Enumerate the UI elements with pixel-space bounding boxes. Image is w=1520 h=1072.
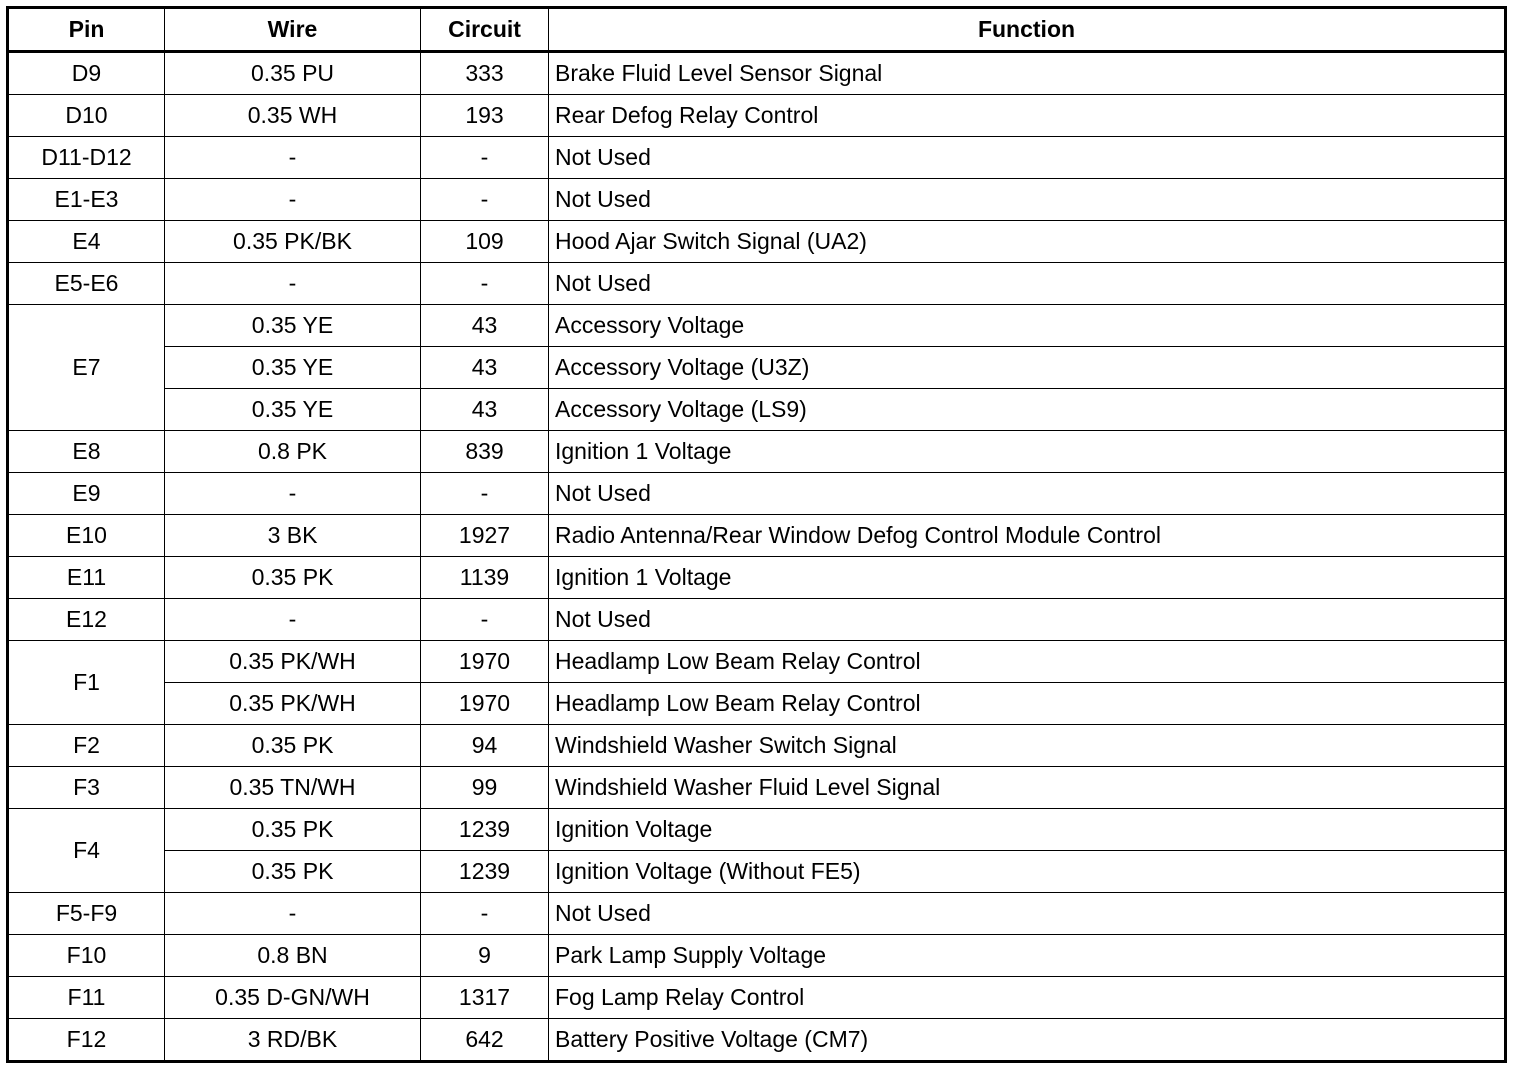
function-cell: Ignition 1 Voltage (549, 557, 1506, 599)
wire-cell: 0.8 BN (165, 935, 421, 977)
circuit-cell: 43 (421, 389, 549, 431)
table-row (8, 683, 1506, 725)
wire-cell: 3 RD/BK (165, 1019, 421, 1062)
pin-cell: E11 (8, 557, 165, 599)
table-row (8, 767, 1506, 809)
function-cell: Ignition Voltage (549, 809, 1506, 851)
header-wire: Wire (165, 8, 421, 52)
pin-cell: E4 (8, 221, 165, 263)
pin-cell: E9 (8, 473, 165, 515)
function-cell: Windshield Washer Switch Signal (549, 725, 1506, 767)
header-circuit: Circuit (421, 8, 549, 52)
table-row (8, 725, 1506, 767)
function-cell: Brake Fluid Level Sensor Signal (549, 52, 1506, 95)
header-pin: Pin (8, 8, 165, 52)
wire-cell: - (165, 179, 421, 221)
table-row (8, 599, 1506, 641)
pin-cell: F10 (8, 935, 165, 977)
circuit-cell: 193 (421, 95, 549, 137)
pin-cell: E12 (8, 599, 165, 641)
circuit-cell: 1239 (421, 851, 549, 893)
table-row (8, 473, 1506, 515)
wire-cell: - (165, 473, 421, 515)
table-row (8, 977, 1506, 1019)
table-row (8, 95, 1506, 137)
function-cell: Park Lamp Supply Voltage (549, 935, 1506, 977)
pin-cell: F11 (8, 977, 165, 1019)
function-cell: Hood Ajar Switch Signal (UA2) (549, 221, 1506, 263)
function-cell: Windshield Washer Fluid Level Signal (549, 767, 1506, 809)
function-cell: Not Used (549, 473, 1506, 515)
pin-cell: F12 (8, 1019, 165, 1062)
function-cell: Not Used (549, 263, 1506, 305)
function-cell: Accessory Voltage (U3Z) (549, 347, 1506, 389)
table-row (8, 52, 1506, 95)
wire-cell: 0.35 PK (165, 809, 421, 851)
pin-cell: E5-E6 (8, 263, 165, 305)
table-row (8, 935, 1506, 977)
function-cell: Headlamp Low Beam Relay Control (549, 683, 1506, 725)
table-row (8, 893, 1506, 935)
circuit-cell: 1970 (421, 641, 549, 683)
table-row (8, 221, 1506, 263)
wire-cell: - (165, 263, 421, 305)
wire-cell: 0.35 PK/WH (165, 641, 421, 683)
circuit-cell: 1239 (421, 809, 549, 851)
circuit-cell: - (421, 179, 549, 221)
wire-cell: 0.8 PK (165, 431, 421, 473)
table-row (8, 305, 1506, 347)
circuit-cell: 43 (421, 305, 549, 347)
pin-cell: F1 (8, 641, 165, 725)
circuit-cell: 333 (421, 52, 549, 95)
wire-cell: 0.35 PK (165, 725, 421, 767)
function-cell: Not Used (549, 599, 1506, 641)
pin-cell: D9 (8, 52, 165, 95)
circuit-cell: 109 (421, 221, 549, 263)
wire-cell: 0.35 D-GN/WH (165, 977, 421, 1019)
wire-cell: 0.35 PU (165, 52, 421, 95)
circuit-cell: 99 (421, 767, 549, 809)
function-cell: Not Used (549, 893, 1506, 935)
table-row (8, 1019, 1506, 1062)
circuit-cell: - (421, 893, 549, 935)
pin-cell: E10 (8, 515, 165, 557)
table-row (8, 851, 1506, 893)
table-row (8, 431, 1506, 473)
pin-cell: E8 (8, 431, 165, 473)
table-row (8, 179, 1506, 221)
wire-cell: 0.35 YE (165, 389, 421, 431)
circuit-cell: 1139 (421, 557, 549, 599)
table-body (8, 52, 1506, 1062)
table-row (8, 389, 1506, 431)
pin-cell: F3 (8, 767, 165, 809)
function-cell: Battery Positive Voltage (CM7) (549, 1019, 1506, 1062)
wire-cell: 0.35 PK (165, 851, 421, 893)
pin-cell: E1-E3 (8, 179, 165, 221)
function-cell: Accessory Voltage (LS9) (549, 389, 1506, 431)
circuit-cell: 1927 (421, 515, 549, 557)
wire-cell: 0.35 YE (165, 305, 421, 347)
table-row (8, 263, 1506, 305)
function-cell: Not Used (549, 179, 1506, 221)
pin-cell: D11-D12 (8, 137, 165, 179)
function-cell: Rear Defog Relay Control (549, 95, 1506, 137)
table-row (8, 557, 1506, 599)
wire-cell: - (165, 137, 421, 179)
wire-cell: 0.35 PK/WH (165, 683, 421, 725)
wire-cell: 0.35 PK (165, 557, 421, 599)
pin-cell: F4 (8, 809, 165, 893)
circuit-cell: 43 (421, 347, 549, 389)
pin-cell: F5-F9 (8, 893, 165, 935)
function-cell: Ignition 1 Voltage (549, 431, 1506, 473)
table-header (8, 8, 1506, 52)
wire-cell: 0.35 WH (165, 95, 421, 137)
circuit-cell: - (421, 263, 549, 305)
function-cell: Radio Antenna/Rear Window Defog Control Module Control (549, 515, 1506, 557)
circuit-cell: 1970 (421, 683, 549, 725)
table-row (8, 347, 1506, 389)
table-row (8, 137, 1506, 179)
function-cell: Headlamp Low Beam Relay Control (549, 641, 1506, 683)
wire-cell: 0.35 PK/BK (165, 221, 421, 263)
circuit-cell: - (421, 137, 549, 179)
circuit-cell: 9 (421, 935, 549, 977)
table-row (8, 515, 1506, 557)
pin-cell: F2 (8, 725, 165, 767)
wire-cell: - (165, 893, 421, 935)
function-cell: Fog Lamp Relay Control (549, 977, 1506, 1019)
wire-cell: 0.35 YE (165, 347, 421, 389)
function-cell: Ignition Voltage (Without FE5) (549, 851, 1506, 893)
wire-cell: - (165, 599, 421, 641)
pin-cell: D10 (8, 95, 165, 137)
header-function: Function (549, 8, 1506, 52)
header-row (8, 8, 1506, 52)
circuit-cell: 1317 (421, 977, 549, 1019)
pin-cell: E7 (8, 305, 165, 431)
function-cell: Accessory Voltage (549, 305, 1506, 347)
wire-cell: 0.35 TN/WH (165, 767, 421, 809)
circuit-cell: 839 (421, 431, 549, 473)
table-row (8, 641, 1506, 683)
circuit-cell: 642 (421, 1019, 549, 1062)
pin-table (6, 6, 1507, 1063)
circuit-cell: - (421, 599, 549, 641)
circuit-cell: - (421, 473, 549, 515)
wire-cell: 3 BK (165, 515, 421, 557)
circuit-cell: 94 (421, 725, 549, 767)
table-row (8, 809, 1506, 851)
function-cell: Not Used (549, 137, 1506, 179)
